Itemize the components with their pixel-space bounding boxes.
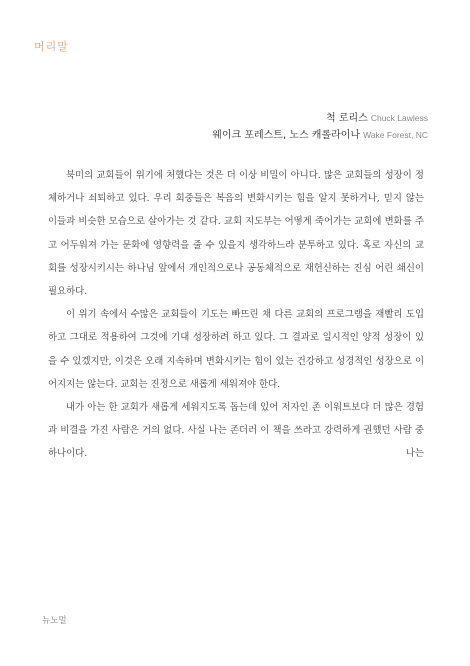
body-text bbox=[48, 164, 424, 466]
paragraph-2: 이 위기 속에서 수많은 교회들이 기도는 빠뜨린 채 다른 교회의 프로그램을 재빨리 도입하고 그대로 적용하여 그것에 기대 성장하려 하고 있다. 그 결과로 일시적인 양적 성장이 있을 수 있겠지만, 이것은 오래 지속하며 변화시키는 힘이 있는 건강하고 성경적인 성장으로 이어지지는 않는다. 교회는 진정으로 새롭게 세워져야 한다. bbox=[48, 309, 424, 390]
affiliation-english: Wake Forest, NC bbox=[363, 130, 428, 140]
author-name-english: Chuck Lawless bbox=[370, 113, 428, 123]
byline-affiliation bbox=[212, 126, 428, 141]
running-footer: 뉴노멀 bbox=[42, 616, 67, 626]
affiliation-korean: 웨이크 포레스트, 노스 캐롤라이나 bbox=[212, 130, 361, 141]
byline-author bbox=[326, 109, 428, 124]
author-name-korean: 척 로리스 bbox=[326, 113, 368, 124]
paragraph-1: 북미의 교회들이 위기에 처했다는 것은 더 이상 비밀이 아니다. 많은 교회들의 성장이 정체하거나 쇠퇴하고 있다. 우리 회중들은 복음의 변화시키는 힘을 알지 못하거나, 믿지 않는 이들과 비슷한 모습으로 살아가는 것 같다. 교회 지도부는 어떻게 죽어가는 교회에 변화를 주고 어두워져 가는 문화에 영향력을 줄 수 있을지 생각하느라 분투하고 있다. 혹로 자신의 교회를 성장시키시는 하나님 앞에서 개인적으로나 공동체적으로 재헌신하는 진심 어린 쇄신이 필요하다. bbox=[48, 170, 424, 298]
paragraph-3: 내가 아는 한 교회가 새롭게 세워지도록 돕는데 있어 저자인 존 이워트보다 더 많은 경험과 비결을 가진 사람은 거의 없다. 사실 나는 존더러 이 책을 쓰라고 강력하게 권했던 사람 중 하나이다. 나는 bbox=[48, 402, 424, 460]
section-label: 머리말 bbox=[34, 40, 69, 53]
